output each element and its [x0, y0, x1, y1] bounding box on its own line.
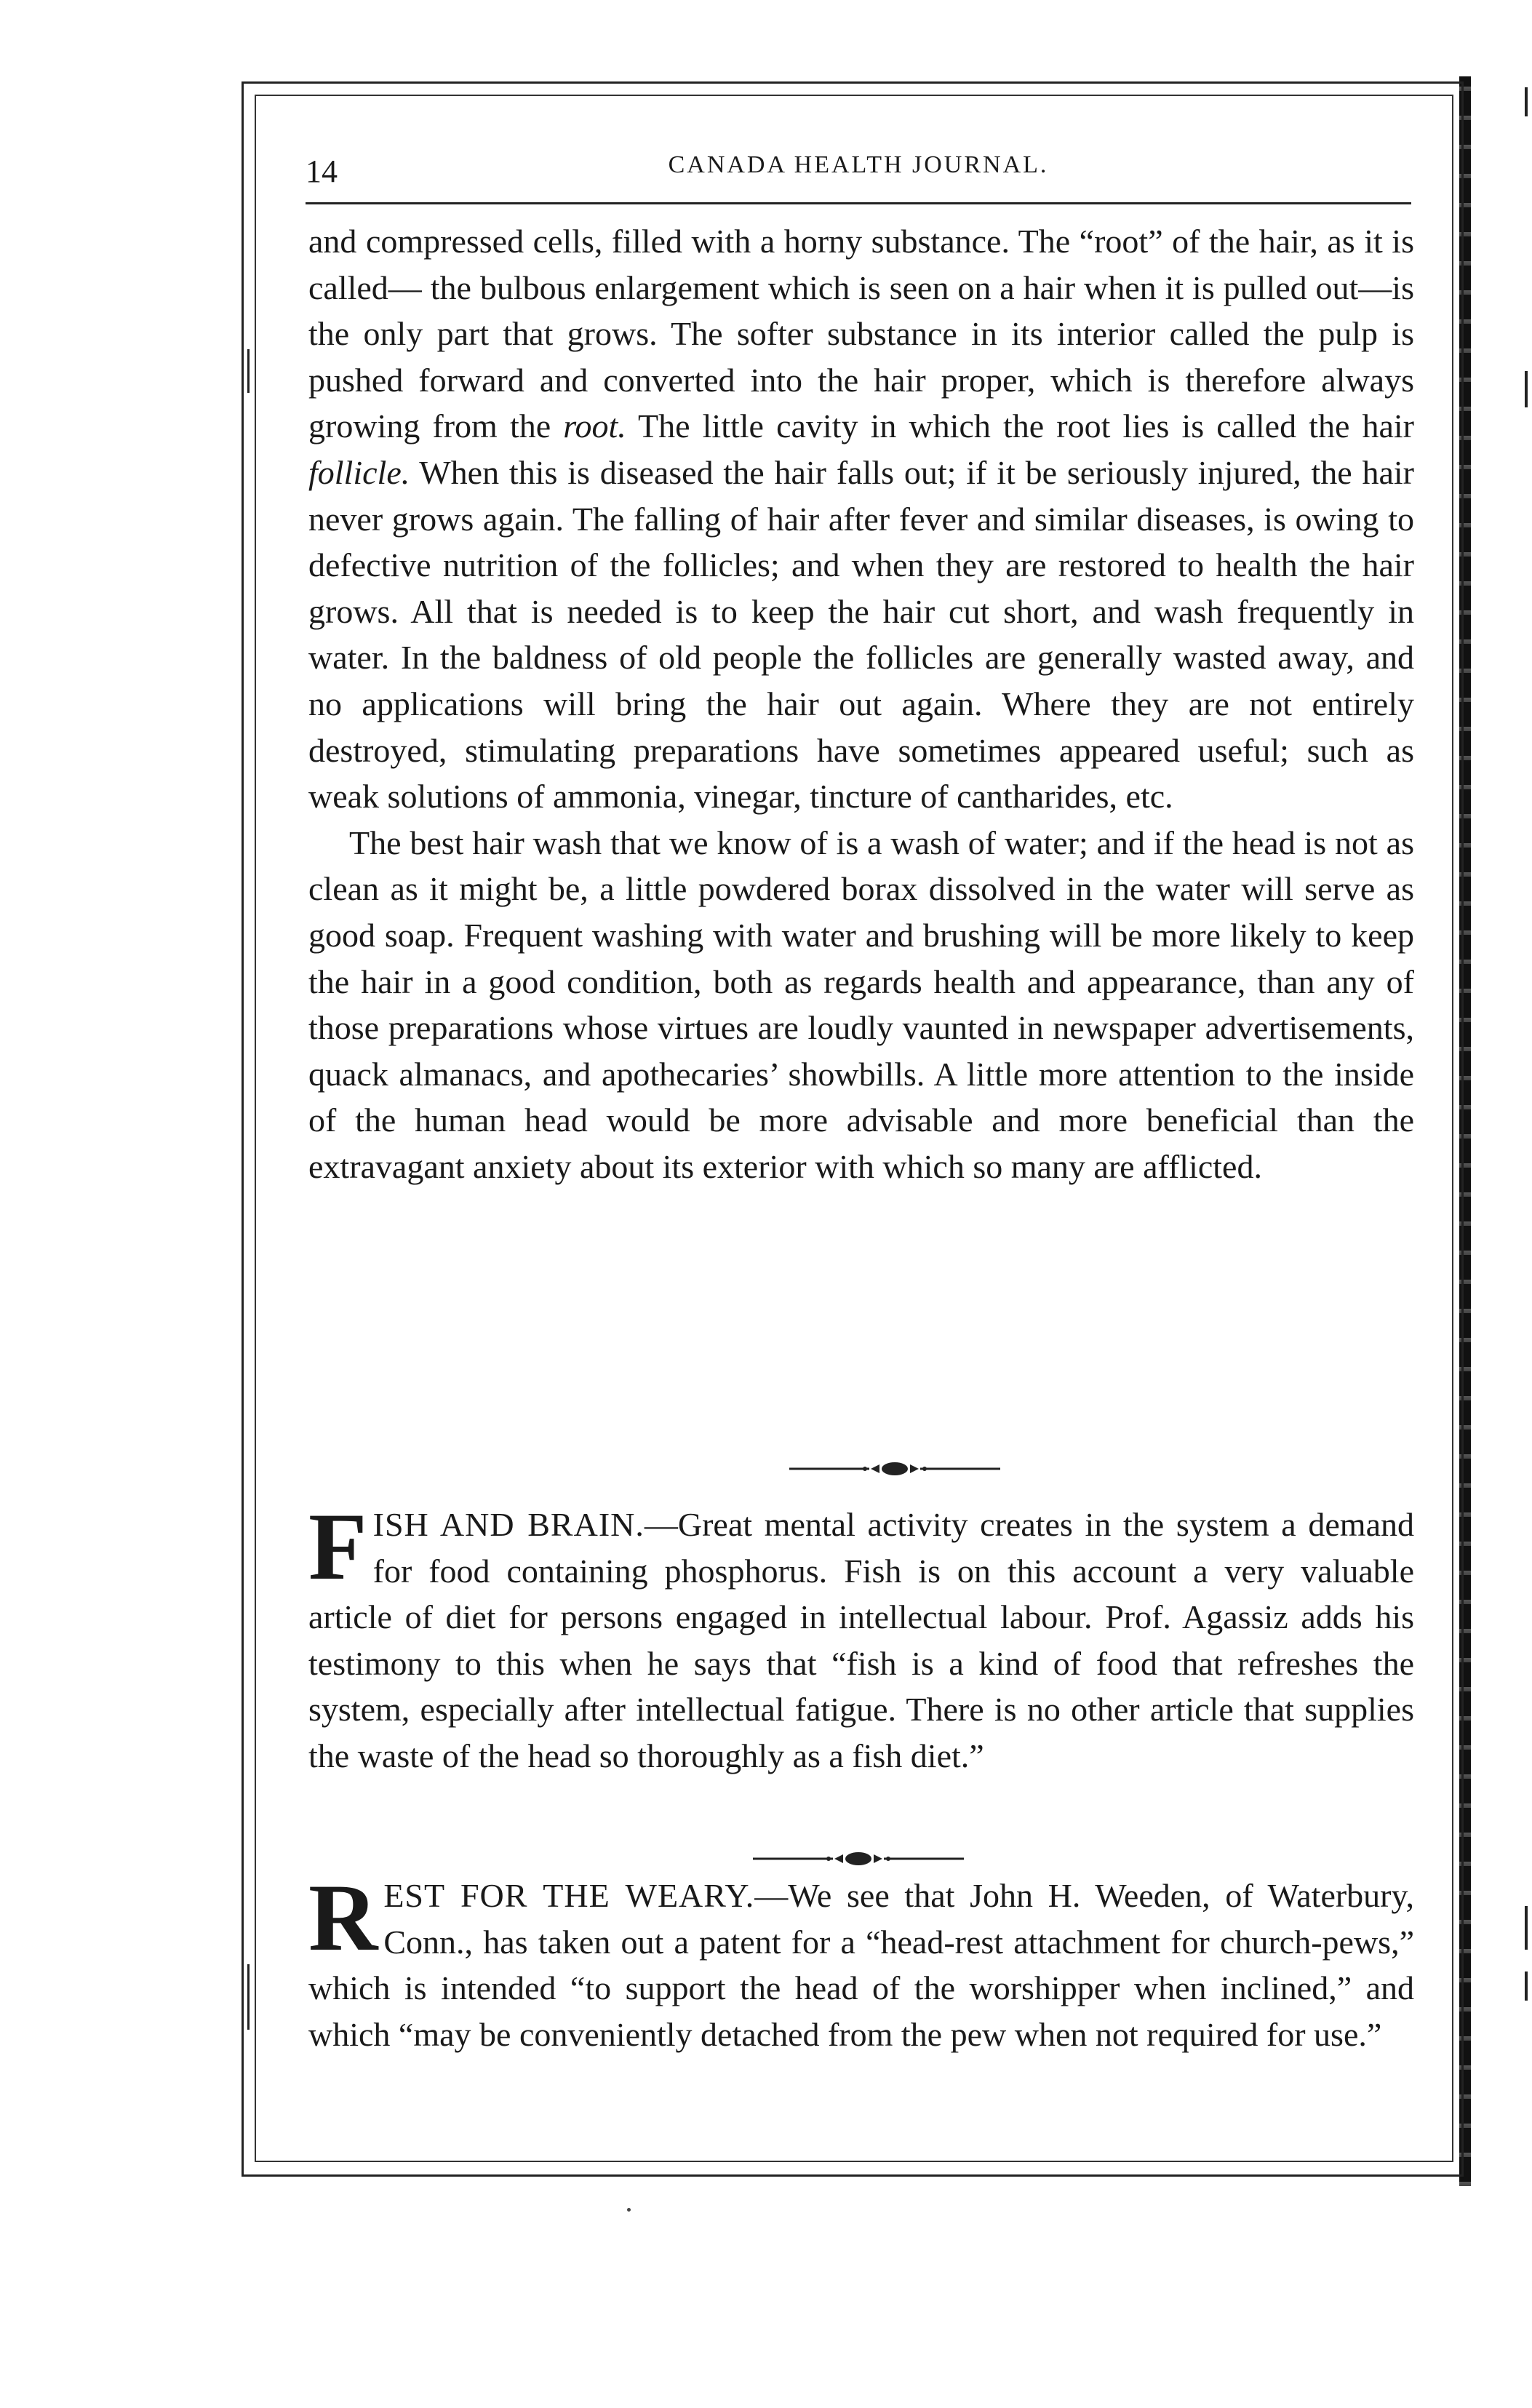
page-number: 14 — [306, 154, 338, 189]
article-hair-paragraph-2: The best hair wash that we know of is a wash of water; and if the head is not as clean as it might be, a little powdered borax dissolved in the water will serve as good soap. Frequent washing with water and brushing will be more likely to keep the hair in a good condition, both as regards health and appearance, than any of those preparations whose virtues are loudly vaunted in newspaper advertisements, quack almanacs, and apothecaries’ showbills. A little more attention to the inside of the human head would be more advisable and more beneficial than the extravagant anxiety about its exterior with which so many are afflicted. — [308, 824, 1414, 1185]
article-hair-paragraph-1 — [308, 218, 1414, 820]
section-ornament — [789, 1458, 1000, 1480]
article-fish-paragraph — [308, 1493, 1414, 1779]
header-rule — [306, 202, 1411, 204]
edge-mark — [1525, 1972, 1528, 2001]
footer-speck — [627, 2208, 631, 2212]
article-fish-body: —Great mental activity creates in the system a demand for food containing phosphorus. Fish is on this account a very valuable article of diet for persons engaged in intellectual labour. Prof. Agassiz adds his testimony to this when he says that “fish is a kind of food that refreshes the system, especially after intellectual fatigue. There is no other article that supplies the waste of the head so thoroughly as a fish diet.” — [308, 1506, 1414, 1774]
paragraph-text: The little cavity in which the root lies is called the hair — [626, 407, 1415, 445]
article-rest-heading: EST FOR THE WEARY. — [383, 1877, 755, 1914]
article-rest-paragraph — [308, 1864, 1415, 2057]
page-header — [306, 138, 1411, 189]
article-fish — [308, 1493, 1414, 1779]
article-rest — [308, 1864, 1415, 2057]
article-fish-heading: ISH AND BRAIN. — [372, 1506, 645, 1543]
article-hair — [308, 218, 1414, 1189]
paragraph-text: When this is diseased the hair falls out; if it be seriously injured, the hair never grows again. The falling of hair after fever and similar diseases, is owing to defective nutrition of the follicles; and when they are restored to health the hair grows. All that is needed is to keep the hair cut short, and wash frequently in water. In the baldness of old people the follicles are generally wasted away, and no applications will bring the hair out again. Where they are not entirely destroyed, stimulating preparations have sometimes appeared useful; such as weak solutions of ammonia, vinegar, tincture of cantharides, etc. — [308, 453, 1414, 816]
running-title: CANADA HEALTH JOURNAL. — [668, 151, 1049, 178]
edge-mark — [247, 1964, 250, 2030]
drop-cap-r: R — [308, 1864, 378, 1971]
section-ornament — [753, 1848, 964, 1870]
paragraph-text: and compressed cells, filled with a horny substance. The “root” of the hair, as it is called— the bulbous enlargement which is seen on a hair when it is pulled out—is the only part that grows. The softer substance in its interior called the pulp is pushed forward and converted into the hair proper, which is therefore always growing from the — [308, 223, 1414, 445]
edge-mark — [1525, 371, 1528, 407]
edge-mark — [247, 349, 250, 393]
edge-mark — [1525, 1906, 1528, 1950]
edge-mark — [1525, 87, 1528, 116]
emphasis-root: root. — [563, 407, 626, 445]
drop-cap-f: F — [308, 1493, 367, 1600]
article-rest-body: —We see that John H. Weeden, of Waterbury, Conn., has taken out a patent for a “head-rest attachment for church-pews,” which is intended “to support the head of the worshipper when inclined,” and which “may be conveniently detached from the pew when not required for use.” — [308, 1877, 1415, 2053]
emphasis-follicle: follicle. — [308, 453, 410, 491]
